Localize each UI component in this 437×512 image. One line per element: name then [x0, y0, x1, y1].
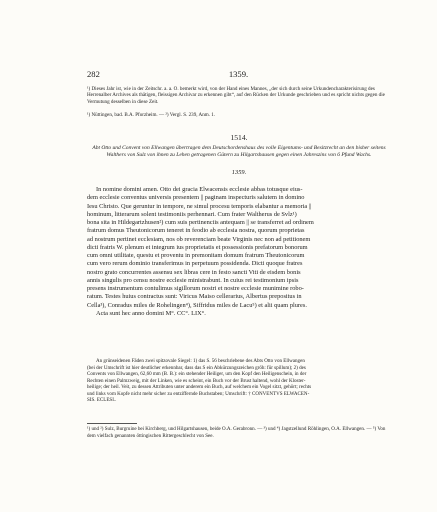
running-header	[87, 69, 390, 81]
document-body-text	[87, 186, 391, 318]
bottom-footnotes	[87, 426, 391, 439]
body-line: Iesu Christo. Que geruntur in tempore, ne simul procesu temporis elabantur a memoria ||	[87, 202, 312, 210]
body-line: In nomine domini amen. Otto dei gracia Elwacensis ecclesie abbas totusque eius-	[96, 186, 303, 193]
body-line: ad nostrum pertinet ecclesiam, nos ob reverenciam beate Virginis nec non ad petitionem	[87, 235, 311, 243]
body-line: annis singulis pro censu nostre ecclesie ministrabunt. In cuius rei testimonium ipsis	[87, 276, 299, 284]
seal-line: Convents von Ellwangen, 62,60 mm (B. B.): ein stehender Heiliger, um den Kopf den Heiligenschein, in der	[87, 371, 307, 378]
seal-line: heilige; der heil. Veit, zu dessen Attributen unter anderem ein Buch, auf welchem ein Vogel sitzt, gehört; rechts	[87, 384, 312, 391]
seal-line: und links vom Kopfe nicht mehr sicher zu entziffernde Buchstaben; Umschrift: † CONVENTVS ELWACEN-	[87, 390, 310, 397]
footnote-divider	[87, 423, 137, 424]
body-line: cum omni utilitate, questu et proventu in premonitam domum fratrum Theutonicorum	[87, 252, 305, 259]
body-line: dicti fratris W. plenum et integrum ius proprietatis et possessionis prefatorum bonorum	[87, 243, 308, 251]
body-line: presens instrumentum contulimus sigillorum nostri et nostre ecclesie munimine robo-	[87, 285, 304, 292]
seal-line: (bei der Umschrift ist hier deutlicher erkennbar, dass das S ein Abkürzungszeichen gröh: für spillum); 2) des	[87, 364, 306, 371]
seal-description	[87, 358, 391, 404]
body-line: fratrum domus Theutonicorum teneret in feodio ab ecclesia nostra, quorum proprietas	[87, 227, 305, 235]
document-regest: Abt Otto und Convent von Ellwangen übertragen dem Deutschordenshaus des volle Eigentums- und Besitzrecht an den bisher seitens Walthers von Sulz von ihnen zu Lehen getragenen Gütern zu Hilgartshausen gegen einen Jahreszins von 6 Pfund Wachs.	[92, 145, 386, 159]
body-line: hominum, litterarum solent testimoniis perhennari. Cum frater Waltherus de Svlz¹)	[87, 210, 297, 218]
top-footnotes	[87, 86, 391, 119]
header-year: 1359.	[228, 69, 249, 79]
body-line: Cella³), Conradus miles de Rohelingen⁴), Siffridus miles de Lacu⁵) et alii quam plures.	[87, 301, 307, 309]
footnote-line: ¹) und ²) Sulz, Burgruine bei Kirchberg, und Hilgartshausen, beide O.A. Gerabronn. — ³) und ⁴) Jagstzell	[87, 426, 299, 432]
body-line: dem ecclesie conventus universis presentem || paginam inspecturis salutem in domino	[87, 194, 305, 202]
document-number: 1514.	[230, 133, 248, 142]
document-date: 1359.	[231, 169, 247, 176]
seal-line: Rechten einen Palmzweig, mit der Linken, wie es scheint, ein Buch vor der Brust haltend, wohl der Kloster-	[87, 377, 306, 384]
body-line: cum vero rerum dominio transferimus in perpetuum possidenda. Dicti quoque fratres	[87, 260, 303, 268]
footnote-refs: ¹) Nüttingen, bad. B.A. Pforzheim. — ²) Vergl. S. 239, Anm. 1.	[87, 111, 216, 118]
body-line: Acta sunt hec anno domini M°. CC°. LIX°.	[96, 309, 206, 317]
seal-line: An grünseidenen Fäden zwei spitzovale Siegel: 1) das S. 56 beschriebene des Abts Otto von Ellwangen	[96, 358, 305, 364]
page-number: 282	[87, 69, 100, 79]
footnote-line: und Röhlingen, O.A. Ellwangen. — ⁵) Von dem vielfach genannten öttingischen Rittergeschlecht von See.	[87, 426, 386, 439]
footnote-note: ¹) Dieses Jahr ist, wie in der Zeitschr. a. a. O. bemerkt wird, von der Hand eines Mannes, „der sich durch seine Urkundencharakterisirung des Herrenalber Archives als thätigen, fleissigen Archivar zu erkennen gibt“, auf den Rücken der Urkunde geschrieben und es spricht nichts gegen die Vermutung desselben in diese Zeit.	[87, 86, 385, 105]
seal-line: SIS. ECLESI..	[87, 397, 117, 404]
body-line: nostro grato concurrentes assensu sex libras cere in festo sancti Viti de eisdem bonis	[87, 268, 301, 276]
body-line: ratum. Testes huius contractus sunt: Viricus Maiso cellerarius, Albertus prepositus in	[87, 293, 302, 301]
body-line: bona sita in Hildegartzhusen²) cum suis pertinenciis antequam || se transferret ad ordinem	[87, 219, 314, 226]
